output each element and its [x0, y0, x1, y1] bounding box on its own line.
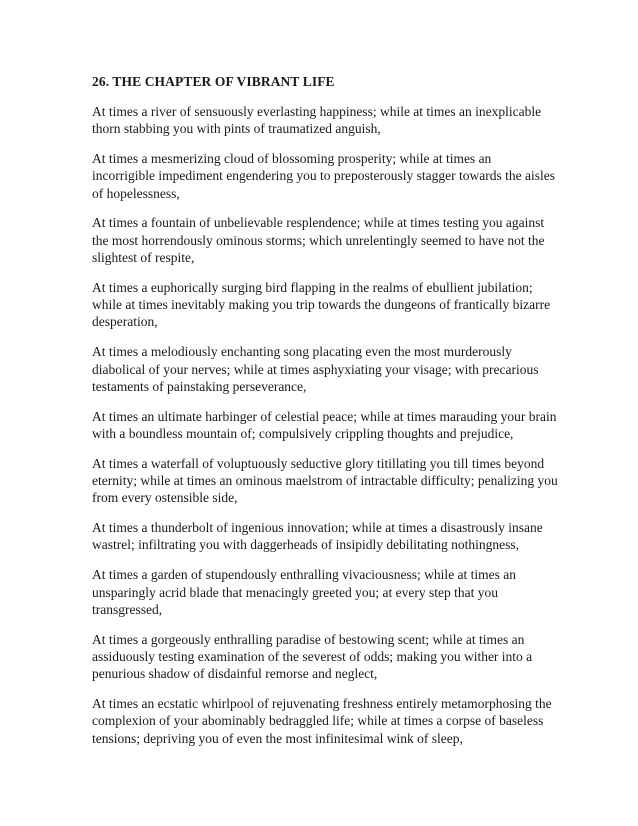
- paragraph-line: testaments of painstaking perseverance,: [92, 378, 307, 394]
- paragraph: [92, 279, 552, 331]
- paragraph-list: [92, 103, 558, 747]
- paragraph: [92, 566, 552, 618]
- paragraph-line: At times an ecstatic whirlpool of rejuvenating freshness entirely metamorphosing the: [92, 696, 552, 712]
- paragraph-line: At times a thunderbolt of ingenious innovation; while at times a disastrously insane: [92, 520, 543, 536]
- paragraph: [92, 214, 552, 266]
- paragraph-line: assiduously testing examination of the severest of odds; making you wither into a: [92, 648, 533, 664]
- paragraph-line: the most horrendously ominous storms; which unrelentingly seemed to have not the: [92, 232, 545, 248]
- chapter-title: 26. THE CHAPTER OF VIBRANT LIFE: [92, 74, 335, 89]
- paragraph-line: At times an ultimate harbinger of celestial peace; while at times marauding your brain: [92, 408, 557, 424]
- paragraph-line: complexion of your abominably bedraggled life; while at times a corpse of baseless: [92, 713, 544, 729]
- paragraph-line: thorn stabbing you with pints of traumatized anguish,: [92, 121, 381, 137]
- paragraph-line: diabolical of your nerves; while at times asphyxiating your visage; with precarious: [92, 361, 539, 377]
- paragraph-line: transgressed,: [92, 601, 163, 617]
- paragraph-line: slightest of respite,: [92, 250, 195, 266]
- paragraph-line: unsparingly acrid blade that menacingly greeted you; at every step that you: [92, 584, 498, 600]
- paragraph-line: desperation,: [92, 314, 158, 330]
- paragraph-line: eternity; while at times an ominous maelstrom of intractable difficulty; penalizing you: [92, 473, 558, 489]
- document-page: [92, 73, 558, 759]
- paragraph-line: At times a fountain of unbelievable resplendence; while at times testing you against: [92, 215, 545, 231]
- paragraph-line: At times a gorgeously enthralling paradise of bestowing scent; while at times an: [92, 631, 525, 647]
- paragraph-line: At times a garden of stupendously enthralling vivaciousness; while at times an: [92, 567, 517, 583]
- paragraph-line: incorrigible impediment engendering you to preposterously stagger towards the aisles: [92, 168, 556, 184]
- paragraph-line: while at times inevitably making you trip towards the dungeons of frantically bizarre: [92, 297, 551, 313]
- paragraph-line: At times a river of sensuously everlasting happiness; while at times an inexplicable: [92, 104, 542, 119]
- paragraph: [92, 455, 558, 507]
- paragraph-line: with a boundless mountain of; compulsively crippling thoughts and prejudice,: [92, 425, 514, 441]
- paragraph: [92, 103, 552, 138]
- paragraph-line: of hopelessness,: [92, 185, 180, 201]
- paragraph: [92, 150, 556, 202]
- paragraph: [92, 695, 552, 747]
- paragraph-line: At times a mesmerizing cloud of blossoming prosperity; while at times an: [92, 151, 492, 167]
- paragraph-line: wastrel; infiltrating you with daggerheads of insipidly debilitating nothingness,: [92, 537, 520, 553]
- paragraph-line: tensions; depriving you of even the most infinitesimal wink of sleep,: [92, 730, 463, 746]
- paragraph-line: from every ostensible side,: [92, 490, 238, 506]
- paragraph: [92, 631, 552, 683]
- paragraph: [92, 408, 557, 443]
- paragraph-line: At times a euphorically surging bird flapping in the realms of ebullient jubilation;: [92, 279, 533, 295]
- paragraph: [92, 519, 552, 554]
- paragraph: [92, 343, 552, 395]
- paragraph-line: penurious shadow of disdainful remorse and neglect,: [92, 666, 378, 682]
- paragraph-line: At times a waterfall of voluptuously seductive glory titillating you till times beyond: [92, 455, 545, 471]
- paragraph-line: At times a melodiously enchanting song placating even the most murderously: [92, 344, 512, 360]
